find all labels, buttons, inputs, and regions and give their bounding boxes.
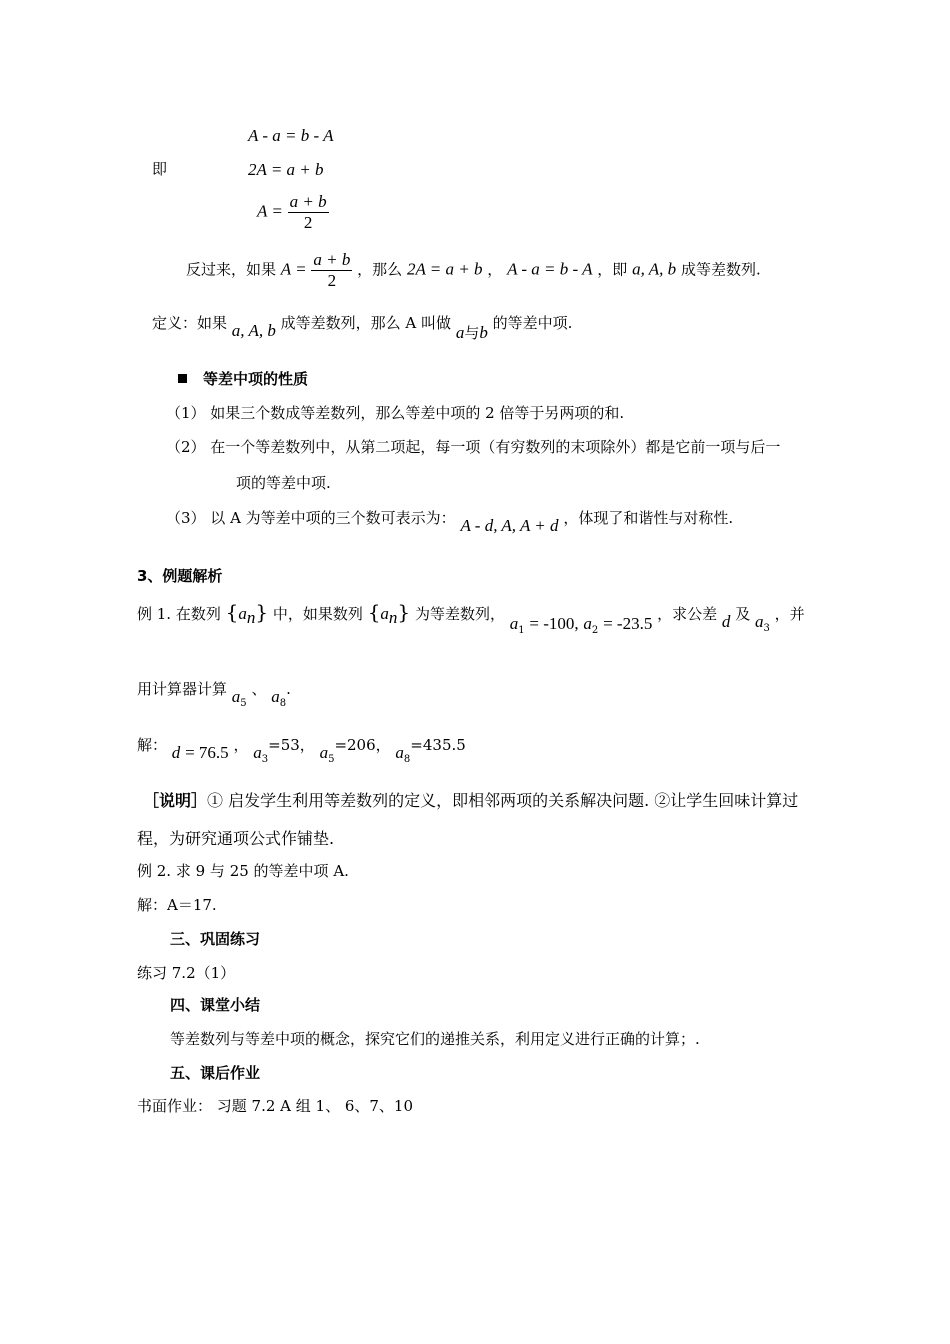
converse-math-4: a, A, b bbox=[632, 259, 677, 279]
converse-line bbox=[186, 250, 761, 291]
ex1-text-3: 为等差数列， bbox=[414, 605, 505, 623]
solution-a5: a bbox=[319, 743, 329, 762]
ex1-seq-sub: n bbox=[246, 608, 256, 627]
converse-text-5: 成等差数列. bbox=[680, 260, 761, 279]
ex1-a8-sub: 8 bbox=[279, 698, 287, 709]
fraction-numerator: a + b bbox=[313, 250, 351, 269]
property-2-line-2: 项的等差中项. bbox=[236, 474, 331, 492]
property-3-math: A - d, A, A + d bbox=[460, 516, 559, 535]
ex1-end: . bbox=[286, 680, 291, 698]
converse-math-3: A - a = b - A bbox=[507, 259, 593, 279]
definition-text-3: 与 bbox=[464, 324, 480, 342]
ex1-text-1: 例 1. 在数列 bbox=[137, 605, 221, 623]
equation-2: 2A = a + b bbox=[248, 160, 324, 179]
ex1-a5: a bbox=[231, 687, 241, 706]
ex1-a5-sub: 5 bbox=[240, 698, 247, 709]
property-3-text-2: ，体现了和谐性与对称性. bbox=[563, 509, 734, 527]
definition-math-a: a bbox=[455, 323, 465, 342]
example-2: 例 2. 求 9 与 25 的等差中项 A. bbox=[137, 862, 349, 880]
definition-line bbox=[152, 312, 573, 342]
definition-text-2: 成等差数列，那么 A 叫做 bbox=[280, 314, 452, 332]
ex1-line2-text: 用计算器计算 bbox=[137, 680, 228, 698]
ex1-a3: a bbox=[754, 612, 764, 631]
ex1-a1: a bbox=[509, 614, 519, 633]
label-ji: 即 bbox=[152, 160, 168, 178]
example-1-line-2 bbox=[137, 678, 291, 709]
example-1-solution bbox=[137, 734, 466, 765]
solution-label: 解： bbox=[137, 736, 168, 754]
homework-text: 书面作业： 习题 7.2 A 组 1、 6、7、10 bbox=[137, 1097, 414, 1115]
properties-heading-text: 等差中项的性质 bbox=[203, 370, 309, 388]
ex1-seq-2: a bbox=[380, 604, 389, 623]
ex1-a8: a bbox=[271, 687, 280, 706]
converse-text-1: 反过来，如果 bbox=[186, 260, 277, 279]
example-1-line-1: 例 1. 在数列 $\{a_n\}$ 中，如果数列 $\{a_n\}$ 为等差数列， $a_1 = -100$, $a_2 = -23.5$ ，求公差 d 及 $a_3$ ，并 bbox=[137, 600, 805, 636]
practice-heading: 三、巩固练习 bbox=[170, 930, 261, 948]
ex1-a2: a bbox=[583, 614, 592, 633]
ex1-seq-2-sub: n bbox=[388, 608, 398, 627]
solution-a8: a bbox=[395, 743, 404, 762]
ex1-a1-value: = -100, bbox=[529, 614, 579, 633]
solution-comma: ， bbox=[233, 736, 249, 754]
homework-heading: 五、课后作业 bbox=[170, 1064, 261, 1082]
note-text-1: ① 启发学生利用等差数列的定义，即相邻两项的关系解决问题. ②让学生回味计算过 bbox=[207, 791, 799, 810]
ex1-text-4: ，求公差 bbox=[657, 605, 718, 623]
ex1-sep: 、 bbox=[251, 680, 267, 698]
fraction-denominator: 2 bbox=[327, 271, 337, 290]
example-2-solution: 解：A＝17. bbox=[137, 896, 217, 914]
definition-text-4: 的等差中项. bbox=[492, 314, 573, 332]
solution-a8-sub: 8 bbox=[403, 754, 411, 765]
solution-a8-value: =435.5 bbox=[410, 736, 466, 754]
note-tag: ［说明］ bbox=[143, 791, 208, 810]
definition-math-1: a, A, b bbox=[231, 321, 276, 340]
property-3-text-1: （3） 以 A 为等差中项的三个数可表示为： bbox=[166, 509, 456, 527]
ex1-a3-sub: 3 bbox=[763, 623, 770, 634]
equation-3-fraction bbox=[288, 192, 329, 233]
converse-text-4: ，即 bbox=[597, 260, 628, 279]
ex1-text-5: 及 bbox=[735, 605, 751, 623]
solution-a5-sub: 5 bbox=[328, 754, 335, 765]
section-3-heading: 3、例题解析 bbox=[137, 567, 223, 585]
fraction-denominator: 2 bbox=[303, 213, 313, 232]
ex1-d: d bbox=[721, 612, 731, 631]
note-line-2: 程，为研究通项公式作铺垫. bbox=[137, 829, 335, 848]
ex1-a1-sub: 1 bbox=[518, 625, 525, 636]
solution-a3: a bbox=[253, 743, 262, 762]
definition-math-b: b bbox=[479, 323, 488, 342]
converse-text-2: ，那么 bbox=[357, 260, 403, 279]
summary-text: 等差数列与等差中项的概念，探究它们的递推关系，利用定义进行正确的计算；. bbox=[170, 1030, 700, 1048]
converse-fraction bbox=[311, 250, 352, 291]
property-1: （1） 如果三个数成等差数列，那么等差中项的 2 倍等于另两项的和. bbox=[166, 404, 625, 422]
converse-text-3: ， bbox=[487, 260, 503, 279]
square-bullet-icon bbox=[178, 374, 187, 383]
ex1-text-6: ，并 bbox=[774, 605, 805, 623]
ex1-a2-sub: 2 bbox=[591, 625, 599, 636]
solution-d-value: = 76.5 bbox=[185, 743, 229, 762]
ex1-seq: a bbox=[238, 604, 247, 623]
ex1-a2-value: = -23.5 bbox=[603, 614, 653, 633]
equation-3 bbox=[257, 192, 329, 233]
solution-a5-value: =206， bbox=[334, 736, 391, 754]
practice-text: 练习 7.2（1） bbox=[137, 964, 236, 982]
definition-text-1: 定义：如果 bbox=[152, 314, 228, 332]
equation-1: A - a = b - A bbox=[248, 126, 334, 145]
summary-heading: 四、课堂小结 bbox=[170, 996, 261, 1014]
converse-math-2: 2A = a + b bbox=[406, 259, 483, 279]
properties-heading bbox=[178, 368, 308, 389]
solution-a3-value: =53， bbox=[268, 736, 315, 754]
property-3 bbox=[166, 507, 734, 535]
property-2-line-1: （2） 在一个等差数列中，从第二项起，每一项（有穷数列的末项除外）都是它前一项与后一 bbox=[166, 438, 781, 456]
solution-d: d bbox=[171, 743, 181, 762]
solution-a3-sub: 3 bbox=[261, 754, 269, 765]
converse-lhs: A = bbox=[280, 259, 307, 279]
ex1-text-2: 中，如果数列 bbox=[272, 605, 363, 623]
fraction-numerator: a + b bbox=[289, 192, 327, 211]
equation-3-lhs: A = bbox=[257, 201, 283, 221]
note-line-1 bbox=[143, 788, 798, 811]
